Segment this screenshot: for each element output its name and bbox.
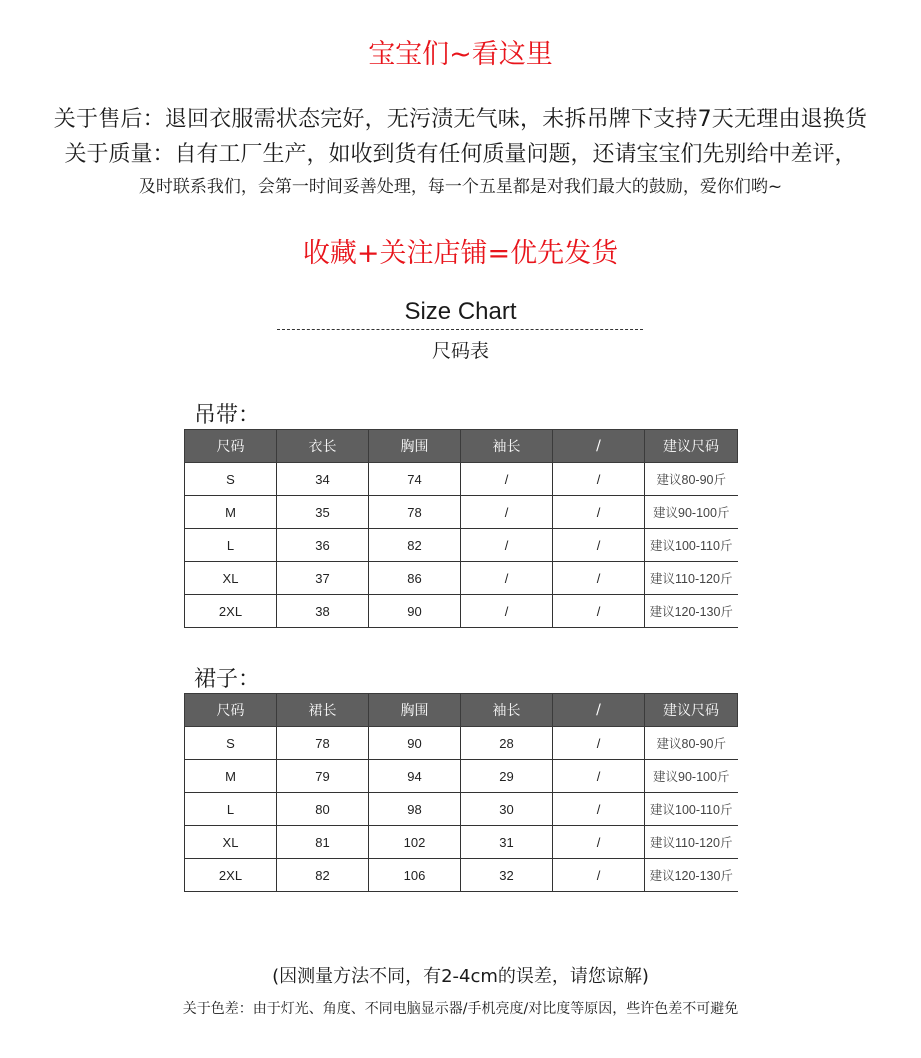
- headline-banner: 宝宝们~看这里: [368, 39, 553, 70]
- table-cell: 80: [277, 793, 369, 826]
- table-cell: 建议90-100斤: [645, 496, 738, 529]
- header-cell: 袖长: [461, 430, 553, 463]
- header-cell: 建议尺码: [645, 430, 738, 463]
- table-cell: /: [553, 595, 645, 628]
- table-cell: S: [185, 727, 277, 760]
- table-row: [185, 859, 738, 892]
- table-cell: 86: [369, 562, 461, 595]
- header-cell: 尺码: [185, 430, 277, 463]
- table-cell: L: [185, 793, 277, 826]
- table-row: [185, 826, 738, 859]
- table-row: [185, 793, 738, 826]
- table-cell: 28: [461, 727, 553, 760]
- header-cell: /: [553, 694, 645, 727]
- table-cell: 建议90-100斤: [645, 760, 738, 793]
- size-chart-subtitle: 尺码表: [431, 340, 489, 362]
- table-cell: /: [461, 595, 553, 628]
- table-cell: XL: [185, 826, 277, 859]
- table-cell: 35: [277, 496, 369, 529]
- table-cell: L: [185, 529, 277, 562]
- table-cell: S: [185, 463, 277, 496]
- table-cell: 94: [369, 760, 461, 793]
- header-cell: 裙长: [277, 694, 369, 727]
- table-cell: /: [553, 496, 645, 529]
- table-row: [185, 595, 738, 628]
- table-cell: /: [461, 562, 553, 595]
- table-cell: 38: [277, 595, 369, 628]
- table-cell: 建议100-110斤: [645, 529, 738, 562]
- table-cell: 90: [369, 595, 461, 628]
- measurement-note: (因测量方法不同，有2-4cm的误差，请您谅解): [272, 966, 649, 987]
- table-row: [185, 760, 738, 793]
- follow-store-slogan: 收藏+关注店铺=优先发货: [302, 238, 619, 269]
- header-cell: /: [553, 430, 645, 463]
- size-chart-title: Size Chart: [404, 298, 517, 325]
- table-header-row: [185, 430, 738, 463]
- contact-notice: 及时联系我们，会第一时间妥善处理，每一个五星都是对我们最大的鼓励，爱你们哟~: [138, 177, 783, 197]
- color-difference-note: 关于色差：由于灯光、角度、不同电脑显示器/手机亮度/对比度等原因，些许色差不可避免: [182, 1001, 739, 1017]
- table-cell: XL: [185, 562, 277, 595]
- header-cell: 胸围: [369, 694, 461, 727]
- table-cell: 98: [369, 793, 461, 826]
- table-cell: /: [553, 463, 645, 496]
- after-sales-notice: 关于售后：退回衣服需状态完好，无污渍无气味，未拆吊牌下支持7天无理由退换货: [53, 107, 868, 132]
- camisole-table-label: 吊带：: [194, 403, 261, 428]
- table-cell: M: [185, 496, 277, 529]
- table-cell: 建议80-90斤: [645, 727, 738, 760]
- table-cell: 78: [369, 496, 461, 529]
- table-cell: 37: [277, 562, 369, 595]
- table-cell: /: [553, 760, 645, 793]
- table-cell: /: [553, 727, 645, 760]
- table-cell: 29: [461, 760, 553, 793]
- table-cell: /: [461, 496, 553, 529]
- table-cell: /: [553, 859, 645, 892]
- table-row: [185, 562, 738, 595]
- table-cell: 106: [369, 859, 461, 892]
- header-cell: 建议尺码: [645, 694, 738, 727]
- table-row: [185, 496, 738, 529]
- table-cell: /: [461, 529, 553, 562]
- table-cell: 建议110-120斤: [645, 826, 738, 859]
- header-cell: 尺码: [185, 694, 277, 727]
- table-cell: 34: [277, 463, 369, 496]
- table-cell: 2XL: [185, 595, 277, 628]
- table-row: [185, 463, 738, 496]
- table-cell: /: [553, 826, 645, 859]
- table-cell: 102: [369, 826, 461, 859]
- table-cell: /: [553, 529, 645, 562]
- dress-table-label: 裙子：: [194, 667, 261, 692]
- table-cell: 81: [277, 826, 369, 859]
- table-row: [185, 529, 738, 562]
- table-cell: 82: [369, 529, 461, 562]
- table-cell: /: [461, 463, 553, 496]
- table-cell: 79: [277, 760, 369, 793]
- table-cell: 82: [277, 859, 369, 892]
- table-header-row: [185, 694, 738, 727]
- header-cell: 衣长: [277, 430, 369, 463]
- table-cell: 32: [461, 859, 553, 892]
- table-cell: 建议100-110斤: [645, 793, 738, 826]
- table-cell: 74: [369, 463, 461, 496]
- table-cell: 建议120-130斤: [645, 595, 738, 628]
- header-cell: 胸围: [369, 430, 461, 463]
- camisole-size-table: [184, 429, 738, 628]
- table-cell: 36: [277, 529, 369, 562]
- table-cell: 建议80-90斤: [645, 463, 738, 496]
- quality-notice: 关于质量：自有工厂生产，如收到货有任何质量问题，还请宝宝们先别给中差评，: [64, 142, 857, 167]
- header-cell: 袖长: [461, 694, 553, 727]
- table-cell: /: [553, 793, 645, 826]
- table-cell: /: [553, 562, 645, 595]
- title-divider: [277, 329, 643, 330]
- table-cell: 30: [461, 793, 553, 826]
- table-cell: 建议110-120斤: [645, 562, 738, 595]
- table-row: [185, 727, 738, 760]
- table-cell: 2XL: [185, 859, 277, 892]
- table-cell: 78: [277, 727, 369, 760]
- table-cell: 90: [369, 727, 461, 760]
- table-cell: 建议120-130斤: [645, 859, 738, 892]
- table-cell: M: [185, 760, 277, 793]
- table-cell: 31: [461, 826, 553, 859]
- dress-size-table: [184, 693, 738, 892]
